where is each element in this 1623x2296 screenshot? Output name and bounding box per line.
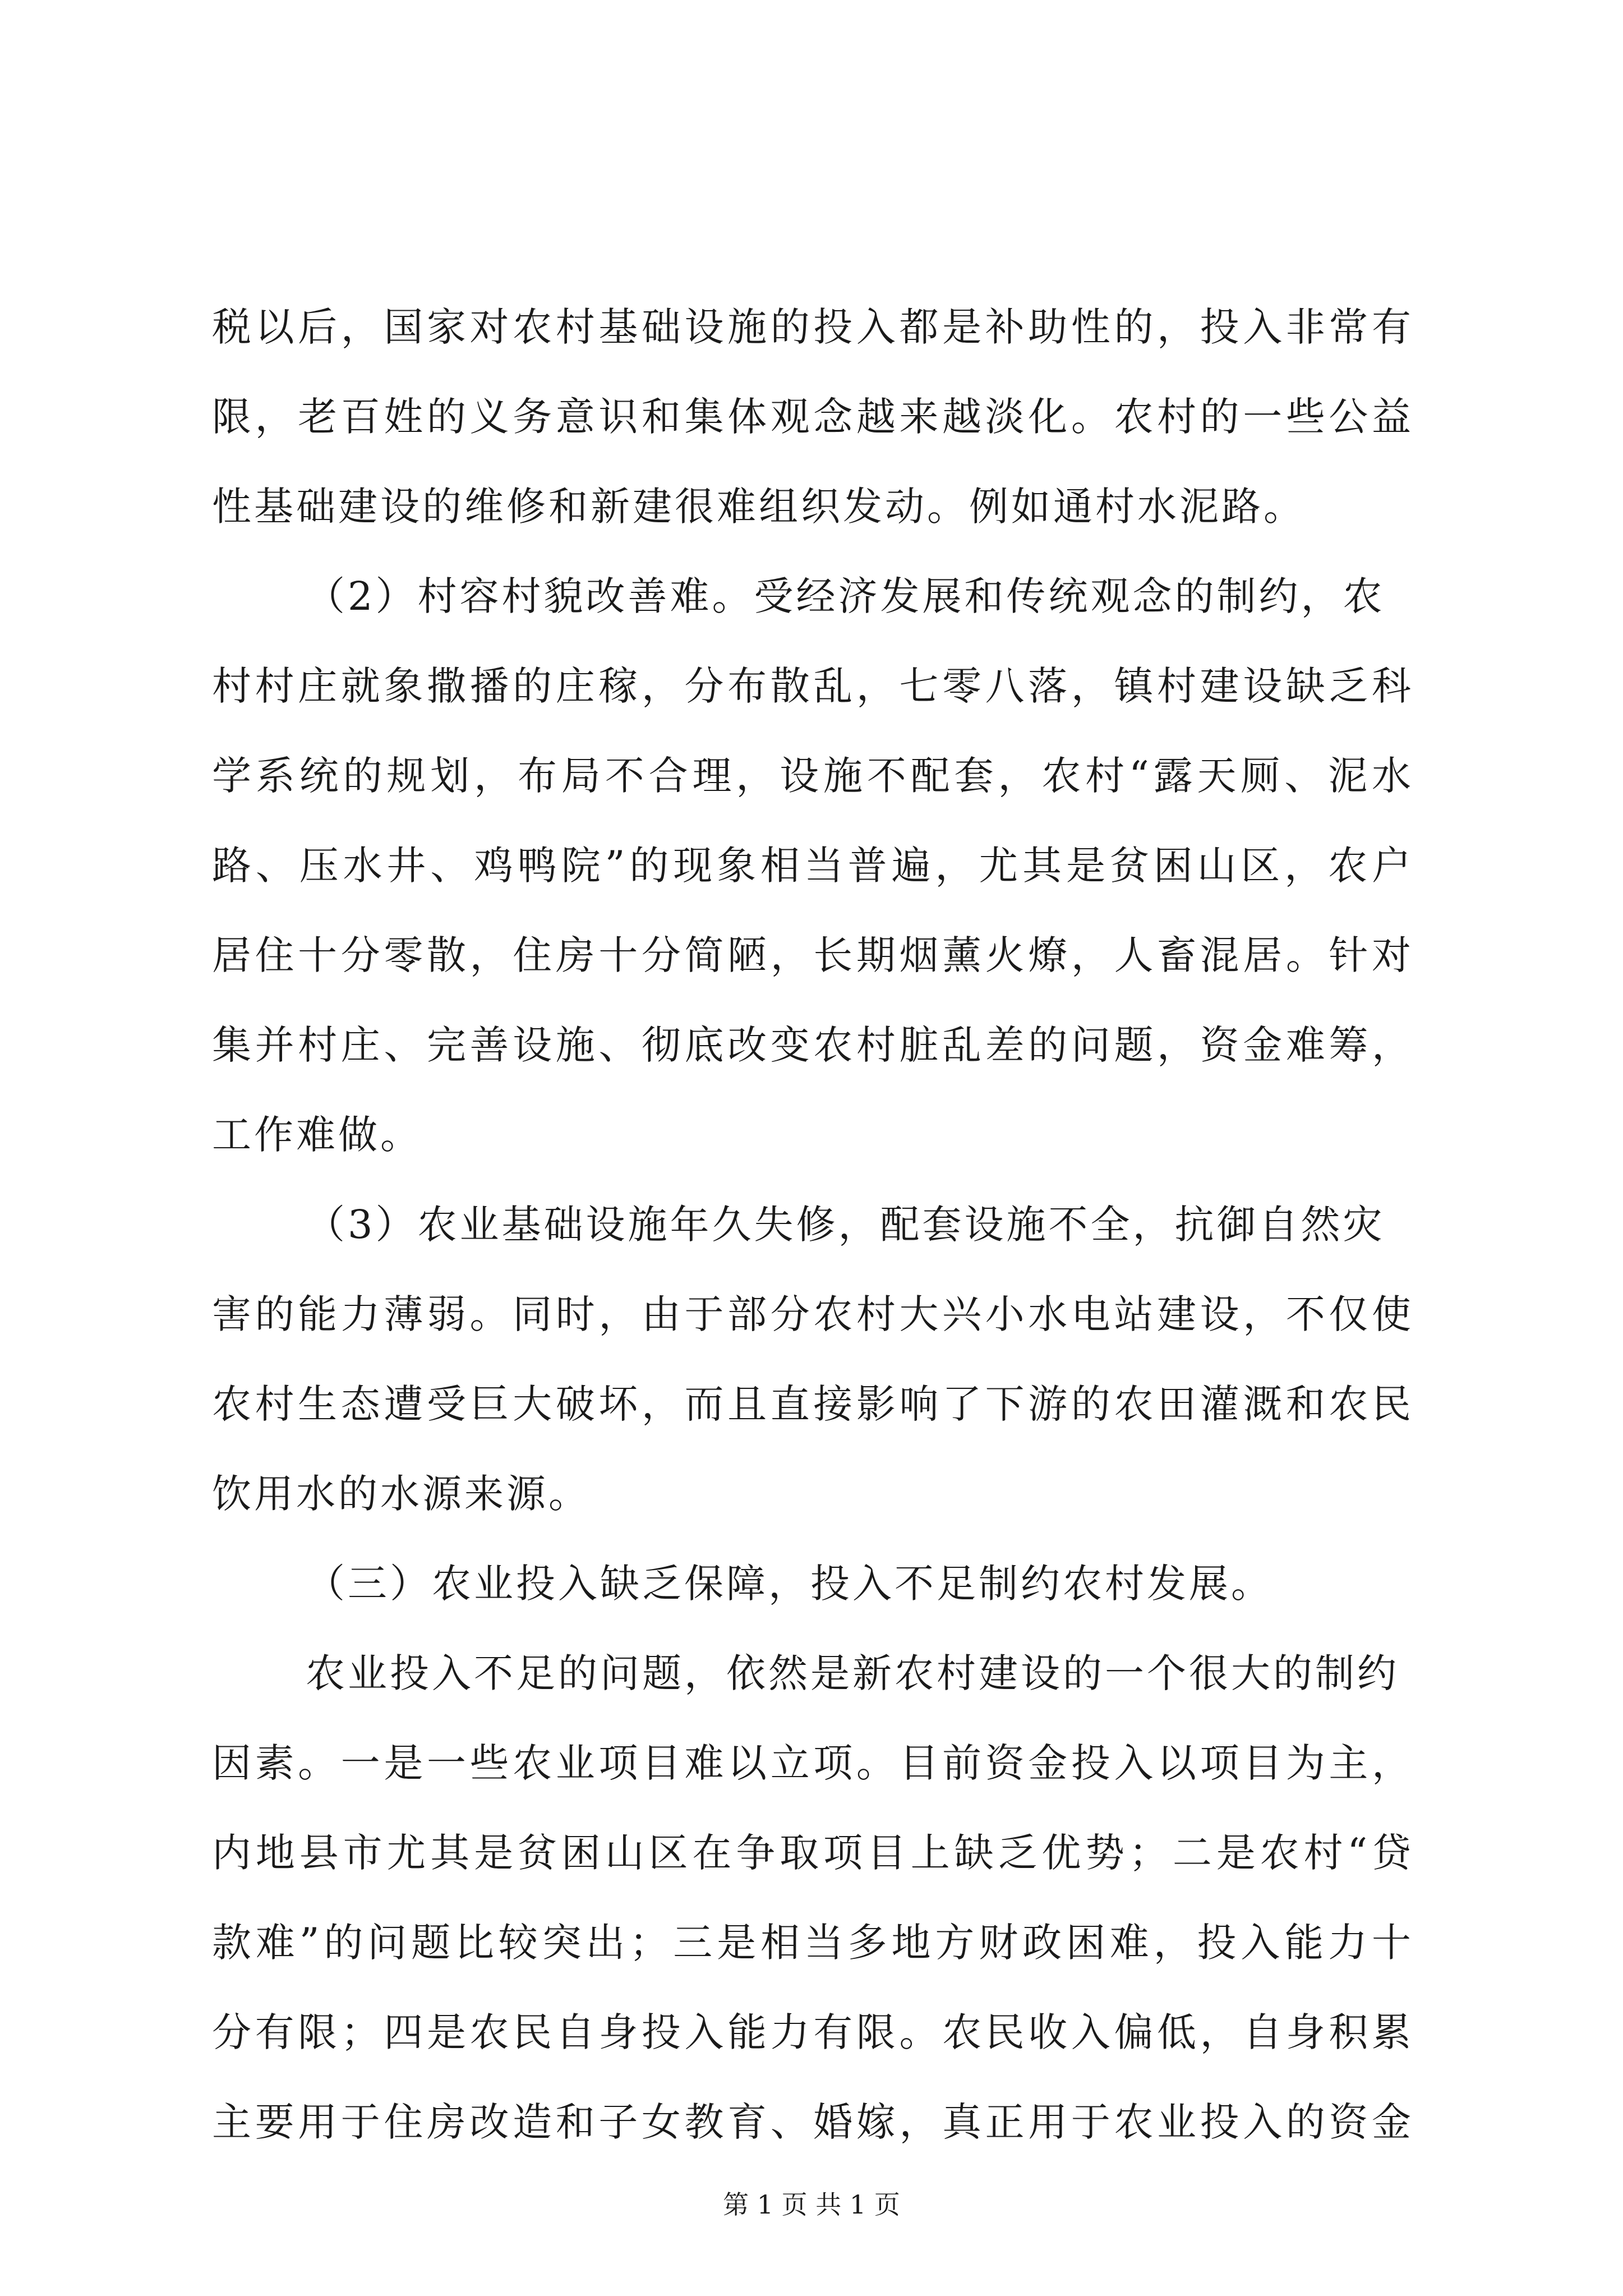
body-text-line: 主要用于住房改造和子女教育、婚嫁，真正用于农业投入的资金	[212, 2099, 1411, 2145]
body-text-line: 集并村庄、完善设施、彻底改变农村脏乱差的问题，资金难筹，	[212, 1022, 1411, 1068]
body-text-line: 款难”的问题比较突出；三是相当多地方财政困难，投入能力十	[212, 1920, 1411, 1966]
body-text-line: 工作难做。	[212, 1112, 422, 1158]
section-heading: （三）农业投入缺乏保障，投入不足制约农村发展。	[306, 1561, 1273, 1607]
body-text-line: 学系统的规划，布局不合理，设施不配套，农村“露天厕、泥水	[212, 753, 1411, 799]
body-text-line: 村村庄就象撒播的庄稼，分布散乱，七零八落，镇村建设缺乏科	[212, 663, 1411, 709]
body-text-line: 害的能力薄弱。同时，由于部分农村大兴小水电站建设，不仅使	[212, 1291, 1411, 1337]
body-text-line: 内地县市尤其是贫困山区在争取项目上缺乏优势；二是农村“贷	[212, 1830, 1411, 1876]
body-text-line: 限，老百姓的义务意识和集体观念越来越淡化。农村的一些公益	[212, 394, 1411, 440]
body-text-line: 分有限；四是农民自身投入能力有限。农民收入偏低，自身积累	[212, 2009, 1411, 2055]
body-text-line: 居住十分零散，住房十分简陋，长期烟薰火燎，人畜混居。针对	[212, 932, 1411, 978]
body-text-line: （2）村容村貌改善难。受经济发展和传统观念的制约，农	[306, 573, 1385, 619]
body-text-line: 因素。一是一些农业项目难以立项。目前资金投入以项目为主，	[212, 1740, 1411, 1786]
body-text-line: 路、压水井、鸡鸭院”的现象相当普遍，尤其是贫困山区，农户	[212, 843, 1411, 889]
body-text-line: 税以后，国家对农村基础设施的投入都是补助性的，投入非常有	[212, 304, 1411, 350]
body-text-line: 饮用水的水源来源。	[212, 1471, 591, 1517]
body-text-line: 农村生态遭受巨大破坏，而且直接影响了下游的农田灌溉和农民	[212, 1381, 1411, 1427]
page-footer: 第 1 页 共 1 页	[723, 2189, 900, 2220]
body-text-line: 性基础建设的维修和新建很难组织发动。例如通村水泥路。	[212, 484, 1306, 530]
body-text-line: （3）农业基础设施年久失修，配套设施不全，抗御自然灾	[306, 1202, 1385, 1248]
body-text-line: 农业投入不足的问题，依然是新农村建设的一个很大的制约	[306, 1650, 1399, 1696]
